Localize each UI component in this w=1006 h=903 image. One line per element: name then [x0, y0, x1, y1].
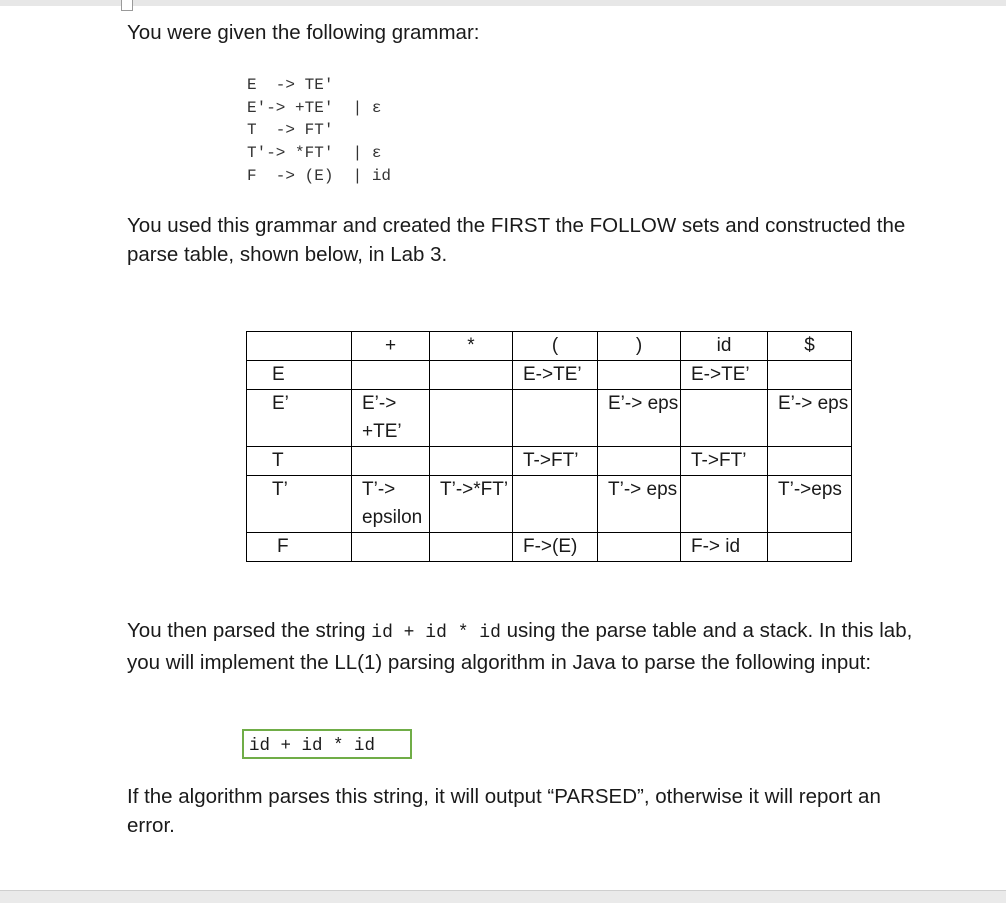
table-row — [247, 476, 852, 533]
table-cell: T’->eps — [768, 476, 852, 533]
table-cell — [598, 361, 681, 390]
parse-description-after: using the parse table and a stack. In this lab, you will implement the LL(1) parsing algorithm in Java to parse the following input: — [127, 619, 913, 674]
intro-text: You were given the following grammar: — [127, 21, 480, 44]
nonterminal-cell: E — [247, 361, 352, 390]
grammar-block — [247, 74, 391, 187]
lab3-description: You used this grammar and created the FIRST the FOLLOW sets and constructed the parse table, shown below, in Lab 3. — [127, 214, 906, 266]
table-cell — [513, 476, 598, 533]
table-row — [247, 447, 852, 476]
table-cell — [681, 390, 768, 447]
output-description: If the algorithm parses this string, it will output “PARSED”, otherwise it will report an error. — [127, 785, 881, 837]
table-cell — [768, 361, 852, 390]
table-cell: E’-> eps — [598, 390, 681, 447]
table-row — [247, 533, 852, 562]
table-header-row — [247, 332, 852, 361]
header-cell — [247, 332, 352, 361]
table-cell — [352, 447, 430, 476]
document-page — [0, 6, 1006, 890]
nonterminal-cell: T — [247, 447, 352, 476]
table-cell — [598, 447, 681, 476]
table-cell: E’-> +TE’ — [352, 390, 430, 447]
table-cell: T’-> epsilon — [352, 476, 430, 533]
header-cell: ) — [598, 332, 681, 361]
table-cell — [430, 447, 513, 476]
grammar-rule: T -> FT' — [247, 121, 334, 140]
input-string-box: id + id * id — [242, 729, 412, 759]
page-corner-mark — [121, 0, 133, 11]
table-cell — [430, 533, 513, 562]
bottom-strip — [0, 890, 1006, 903]
table-cell: T->FT’ — [513, 447, 598, 476]
table-cell — [430, 361, 513, 390]
table-cell — [430, 390, 513, 447]
table-cell — [598, 533, 681, 562]
nonterminal-cell: E’ — [247, 390, 352, 447]
grammar-rule: E -> TE' — [247, 76, 334, 94]
table-row — [247, 361, 852, 390]
header-cell: * — [430, 332, 513, 361]
header-cell: $ — [768, 332, 852, 361]
header-cell: + — [352, 332, 430, 361]
table-row — [247, 390, 852, 447]
table-cell: E’-> eps — [768, 390, 852, 447]
table-cell: T’->*FT’ — [430, 476, 513, 533]
table-cell — [352, 361, 430, 390]
header-cell: ( — [513, 332, 598, 361]
nonterminal-cell: F — [247, 533, 352, 562]
parse-description-before: You then parsed the string — [127, 619, 372, 642]
grammar-rule: F -> (E) | id — [247, 166, 392, 185]
header-cell: id — [681, 332, 768, 361]
table-cell: T->FT’ — [681, 447, 768, 476]
table-cell — [513, 390, 598, 447]
table-cell — [352, 533, 430, 562]
table-cell: F-> id — [681, 533, 768, 562]
parse-table — [246, 331, 852, 562]
table-cell: F->(E) — [513, 533, 598, 562]
table-cell: T’-> eps — [598, 476, 681, 533]
grammar-rule: T'-> *FT' | ε — [247, 144, 382, 163]
parse-description — [127, 616, 917, 677]
table-cell — [681, 476, 768, 533]
nonterminal-cell: T’ — [247, 476, 352, 533]
table-cell: E->TE’ — [513, 361, 598, 390]
inline-code: id + id * id — [371, 623, 501, 643]
grammar-rule: E'-> +TE' | ε — [247, 98, 382, 117]
table-cell — [768, 447, 852, 476]
table-cell — [768, 533, 852, 562]
table-cell: E->TE’ — [681, 361, 768, 390]
